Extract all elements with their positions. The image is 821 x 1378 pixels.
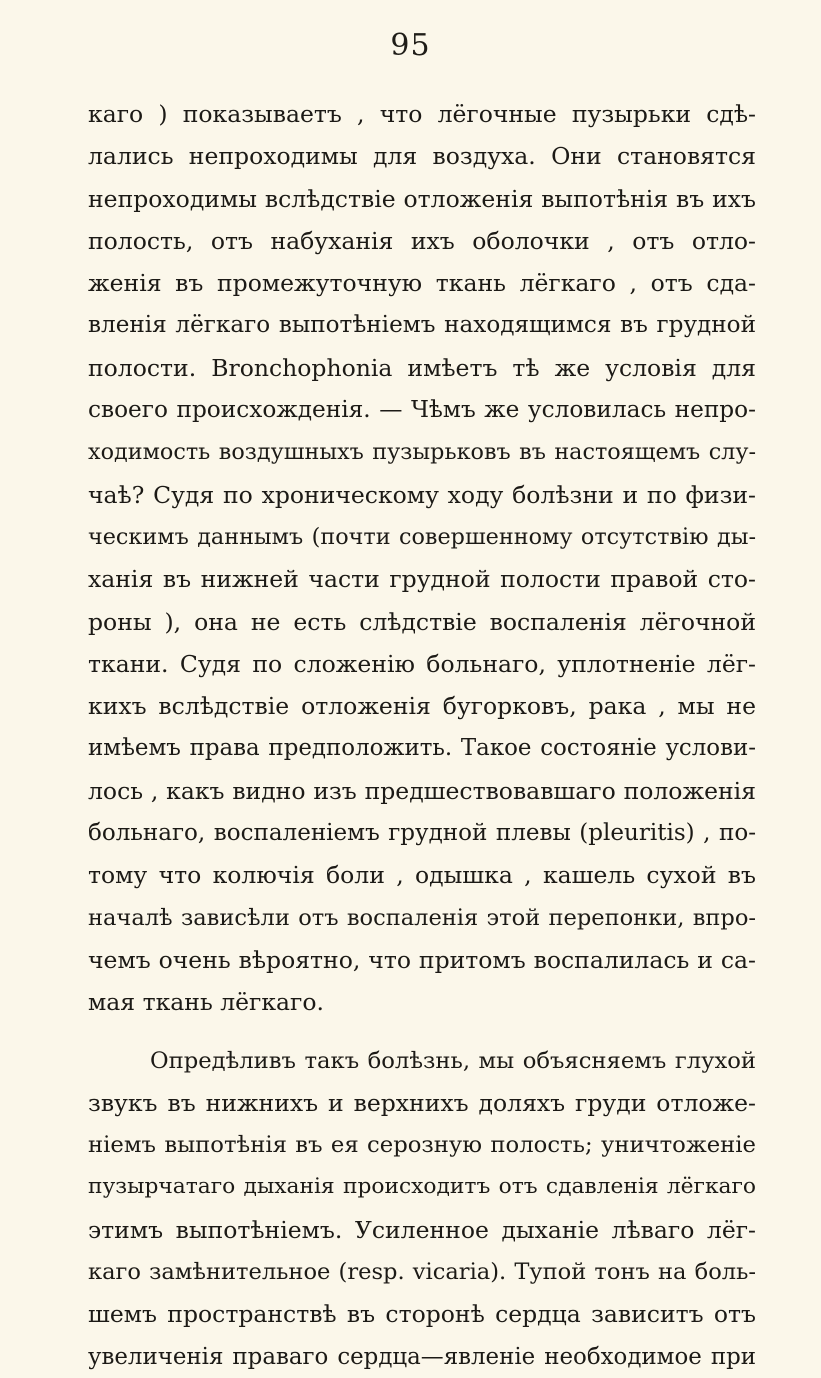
text-line: Опредѣливъ такъ болѣзнь, мы объясняемъ глухой (150, 1047, 756, 1074)
text-line: пузырчатаго дыханія происходитъ отъ сдавленія лёгкаго (88, 1174, 756, 1200)
text-line: увеличенія праваго сердца—явленіе необходимое при (88, 1343, 756, 1370)
text-line: звукъ въ нижнихъ и верхнихъ доляхъ груди отложе- (88, 1088, 756, 1117)
text-line: чаѣ? Судя по хроническому ходу болѣзни и по физи- (88, 480, 756, 509)
text-line: больнаго, воспаленіемъ грудной плевы (pleuritis) , по- (88, 820, 756, 847)
text-line: ткани. Судя по сложенію больнаго, уплотненіе лёг- (88, 649, 756, 678)
text-line: вленія лёгкаго выпотѣніемъ находящимся въ грудной (88, 312, 756, 339)
text-line: имѣемъ права предположить. Такое состояніе услови- (88, 735, 756, 762)
text-line: началѣ зависѣли отъ воспаленія этой перепонки, впро- (88, 904, 756, 931)
text-line: каго ) показываетъ , что лёгочные пузырьки сдѣ- (88, 100, 756, 128)
text-line: мая ткань лёгкаго. (88, 988, 324, 1017)
text-line: чемъ очень вѣроятно, что притомъ воспалилась и са- (88, 945, 756, 974)
text-line: своего происхожденія. — Чѣмъ же условилась непро- (88, 396, 756, 424)
text-line: ханія въ нижней части грудной полости правой сто- (88, 565, 756, 594)
body-text (88, 93, 756, 1378)
paragraph-gap (88, 1024, 756, 1040)
paragraph (88, 93, 756, 1024)
text-line: непроходимы вслѣдствіе отложенія выпотѣнія въ ихъ (88, 184, 756, 213)
text-line: тому что колючія боли , одышка , кашель сухой въ (88, 861, 756, 890)
text-line: лось , какъ видно изъ предшествовавшаго положенія (88, 776, 756, 805)
text-line: женія въ промежуточную ткань лёгкаго , отъ сда- (88, 269, 756, 298)
page-number: 95 (390, 28, 431, 63)
text-line: ходимость воздушныхъ пузырьковъ въ настоящемъ слу- (88, 439, 756, 466)
text-line: лались непроходимы для воздуха. Они становятся (88, 142, 756, 171)
text-line: этимъ выпотѣніемъ. Усиленное дыханіе лѣваго лёг- (88, 1215, 756, 1244)
text-line: полости. Bronchophonia имѣетъ тѣ же условія для (88, 353, 756, 382)
text-line: шемъ пространствѣ въ сторонѣ сердца зависитъ отъ (88, 1300, 756, 1329)
text-line: кихъ вслѣдствіе отложенія бугорковъ, рака , мы не (88, 692, 756, 721)
text-line: каго замѣнительное (resp. vicaria). Тупой тонъ на боль- (88, 1259, 756, 1286)
text-line: полость, отъ набуханія ихъ оболочки , отъ отло- (88, 226, 756, 255)
text-line: ніемъ выпотѣнія въ ея серозную полость; уничтоженіе (88, 1132, 756, 1159)
paragraph (88, 1040, 756, 1378)
text-line: роны ), она не есть слѣдствіе воспаленія лёгочной (88, 607, 756, 636)
text-line: ческимъ даннымъ (почти совершенному отсутствію ды- (88, 523, 756, 550)
